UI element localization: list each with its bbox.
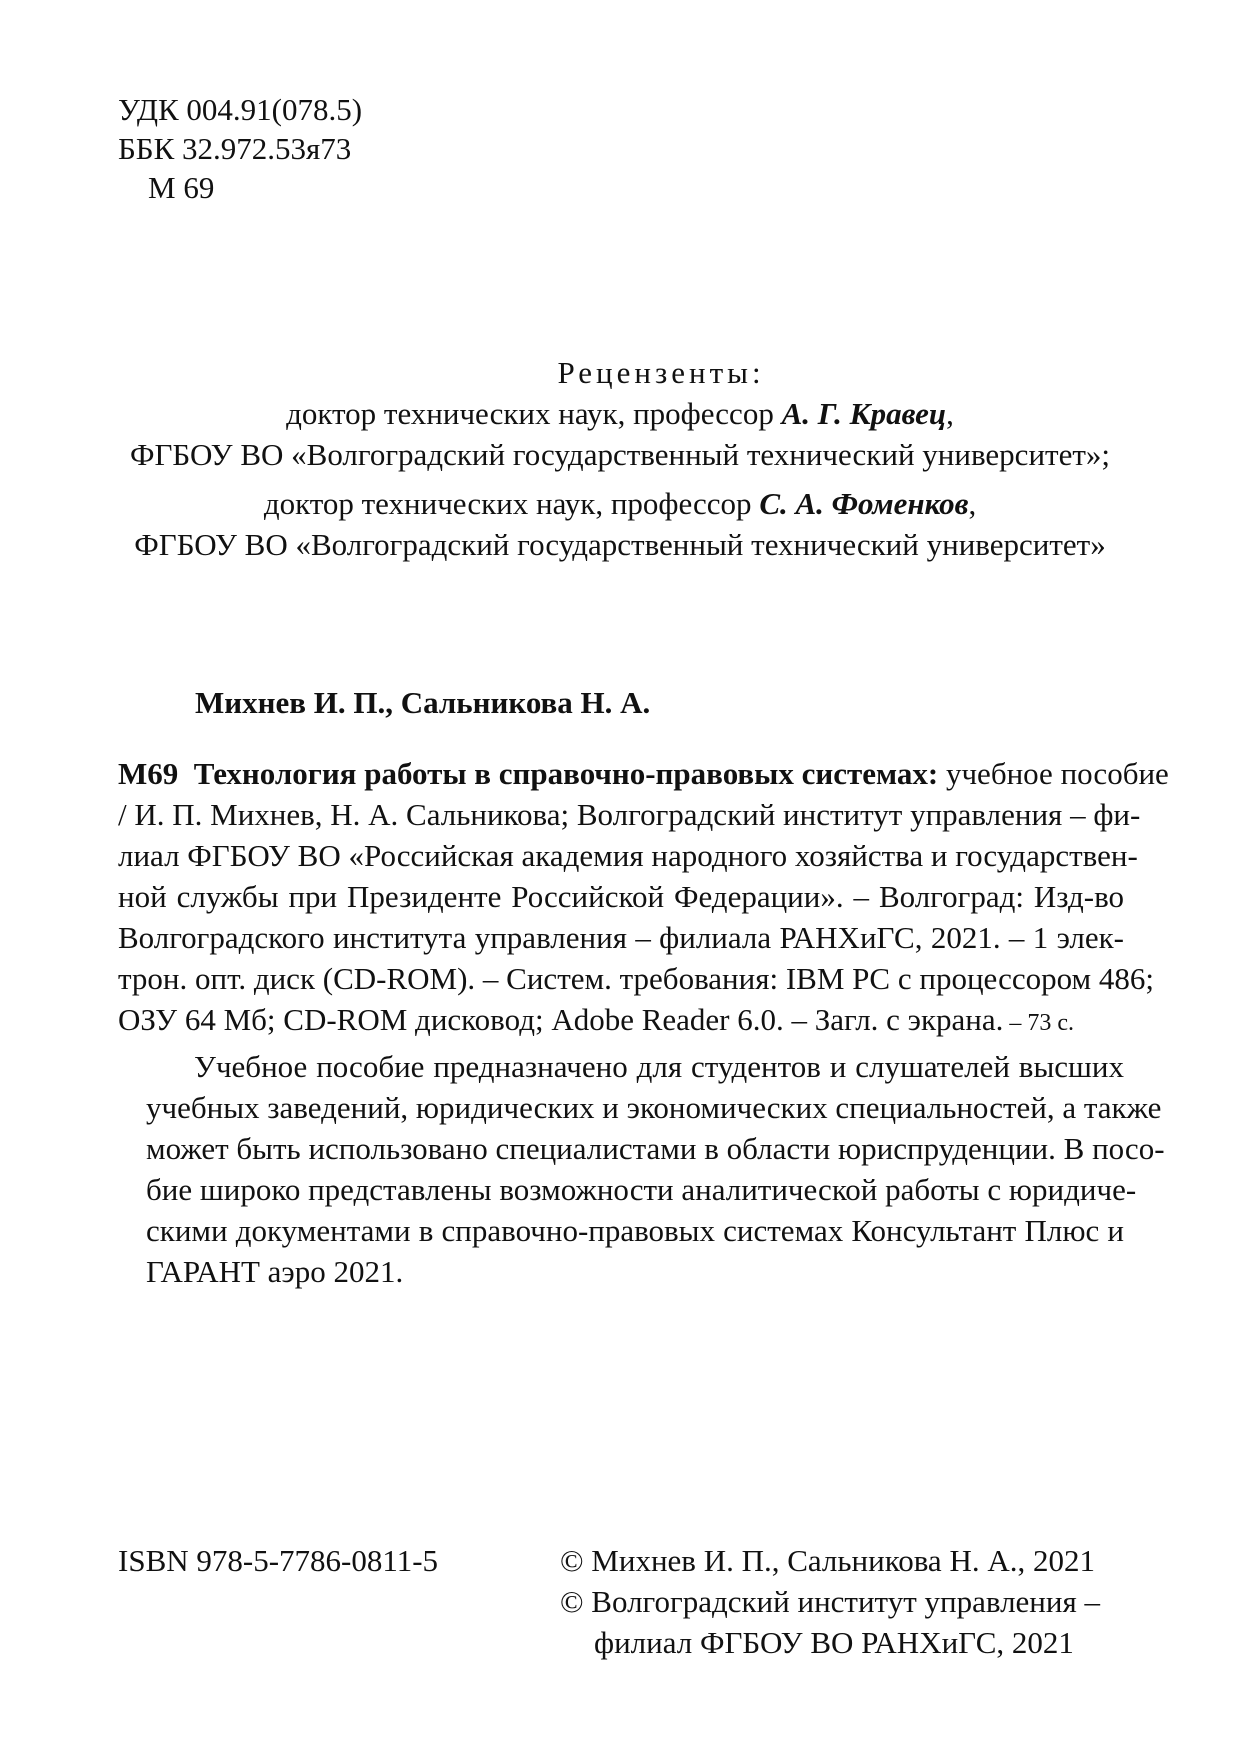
reviewer-2-comma: , xyxy=(968,486,977,521)
reviewer-2-name: С. А. Фоменков xyxy=(759,486,969,521)
bbk-code: ББК 32.972.53я73 xyxy=(118,131,352,166)
entry-line: / И. П. Михнев, Н. А. Сальникова; Волгоградский институт управления – фи- xyxy=(118,797,1141,832)
bibliographic-entry xyxy=(118,753,1169,1044)
reviewers-title: Рецензенты: xyxy=(557,355,765,390)
reviewer-1-org: ФГБОУ ВО «Волгоградский государственный технический университет»; xyxy=(129,437,1110,472)
copyright-institute-cont: филиал ФГБОУ ВО РАНХиГС, 2021 xyxy=(594,1625,1074,1660)
entry-line: лиал ФГБОУ ВО «Российская академия народного хозяйства и государствен- xyxy=(118,838,1138,873)
annotation-line: может быть использовано специалистами в области юриспруденции. В посо- xyxy=(146,1131,1165,1166)
reviewers-block xyxy=(0,352,1240,565)
entry-line: ной службы при Президенте Российской Федерации». – Волгоград: Изд-во xyxy=(118,879,1124,914)
annotation-line: ГАРАНТ аэро 2021. xyxy=(146,1254,404,1289)
annotation xyxy=(146,1046,1165,1292)
entry-line xyxy=(118,999,1124,1044)
entry-line: трон. опт. диск (CD-ROM). – Систем. требования: IBM PC с процессором 486; xyxy=(118,961,1154,996)
copyright-institute: © Волгоградский институт управления – xyxy=(560,1584,1100,1619)
reviewer-1-degree: доктор технических наук, профессор xyxy=(286,396,782,431)
entry-title: Технология работы в справочно-правовых системах: xyxy=(193,756,939,791)
copyright-block xyxy=(560,1540,1100,1663)
entry-line xyxy=(118,753,1169,794)
authors-heading: Михнев И. П., Сальникова Н. А. xyxy=(195,685,651,720)
annotation-line: скими документами в справочно-правовых системах Консультант Плюс и xyxy=(146,1213,1124,1248)
reviewer-2-degree: доктор технических наук, профессор xyxy=(263,486,760,521)
reviewer-1-name: А. Г. Кравец xyxy=(781,396,947,431)
reviewer-2 xyxy=(0,483,1240,524)
author-mark: М 69 xyxy=(148,170,215,205)
entry-mark: М69 xyxy=(118,756,179,791)
reviewer-2-org: ФГБОУ ВО «Волгоградский государственный технический университет» xyxy=(134,527,1106,562)
reviewer-1 xyxy=(0,393,1240,434)
copyright-authors: © Михнев И. П., Сальникова Н. А., 2021 xyxy=(560,1543,1095,1578)
entry-line-7: ОЗУ 64 Мб; CD-ROM дисковод; Adobe Reader 6.0. – Загл. с экрана. xyxy=(118,1002,1004,1037)
entry-line: Волгоградского института управления – филиала РАНХиГС, 2021. – 1 элек- xyxy=(118,920,1124,955)
isbn: ISBN 978-5-7786-0811-5 xyxy=(118,1543,439,1578)
annotation-line: бие широко представлены возможности аналитической работы с юридиче- xyxy=(146,1172,1137,1207)
annotation-line: Учебное пособие предназначено для студентов и слушателей высших xyxy=(194,1049,1124,1084)
annotation-line: учебных заведений, юридических и экономических специальностей, а также xyxy=(146,1090,1162,1125)
reviewer-1-comma: , xyxy=(946,396,954,431)
entry-pages: – 73 с. xyxy=(1003,1010,1075,1036)
classification-codes xyxy=(118,90,362,207)
entry-line-1-rest: учебное пособие xyxy=(938,756,1169,791)
udk-code: УДК 004.91(078.5) xyxy=(118,92,363,127)
